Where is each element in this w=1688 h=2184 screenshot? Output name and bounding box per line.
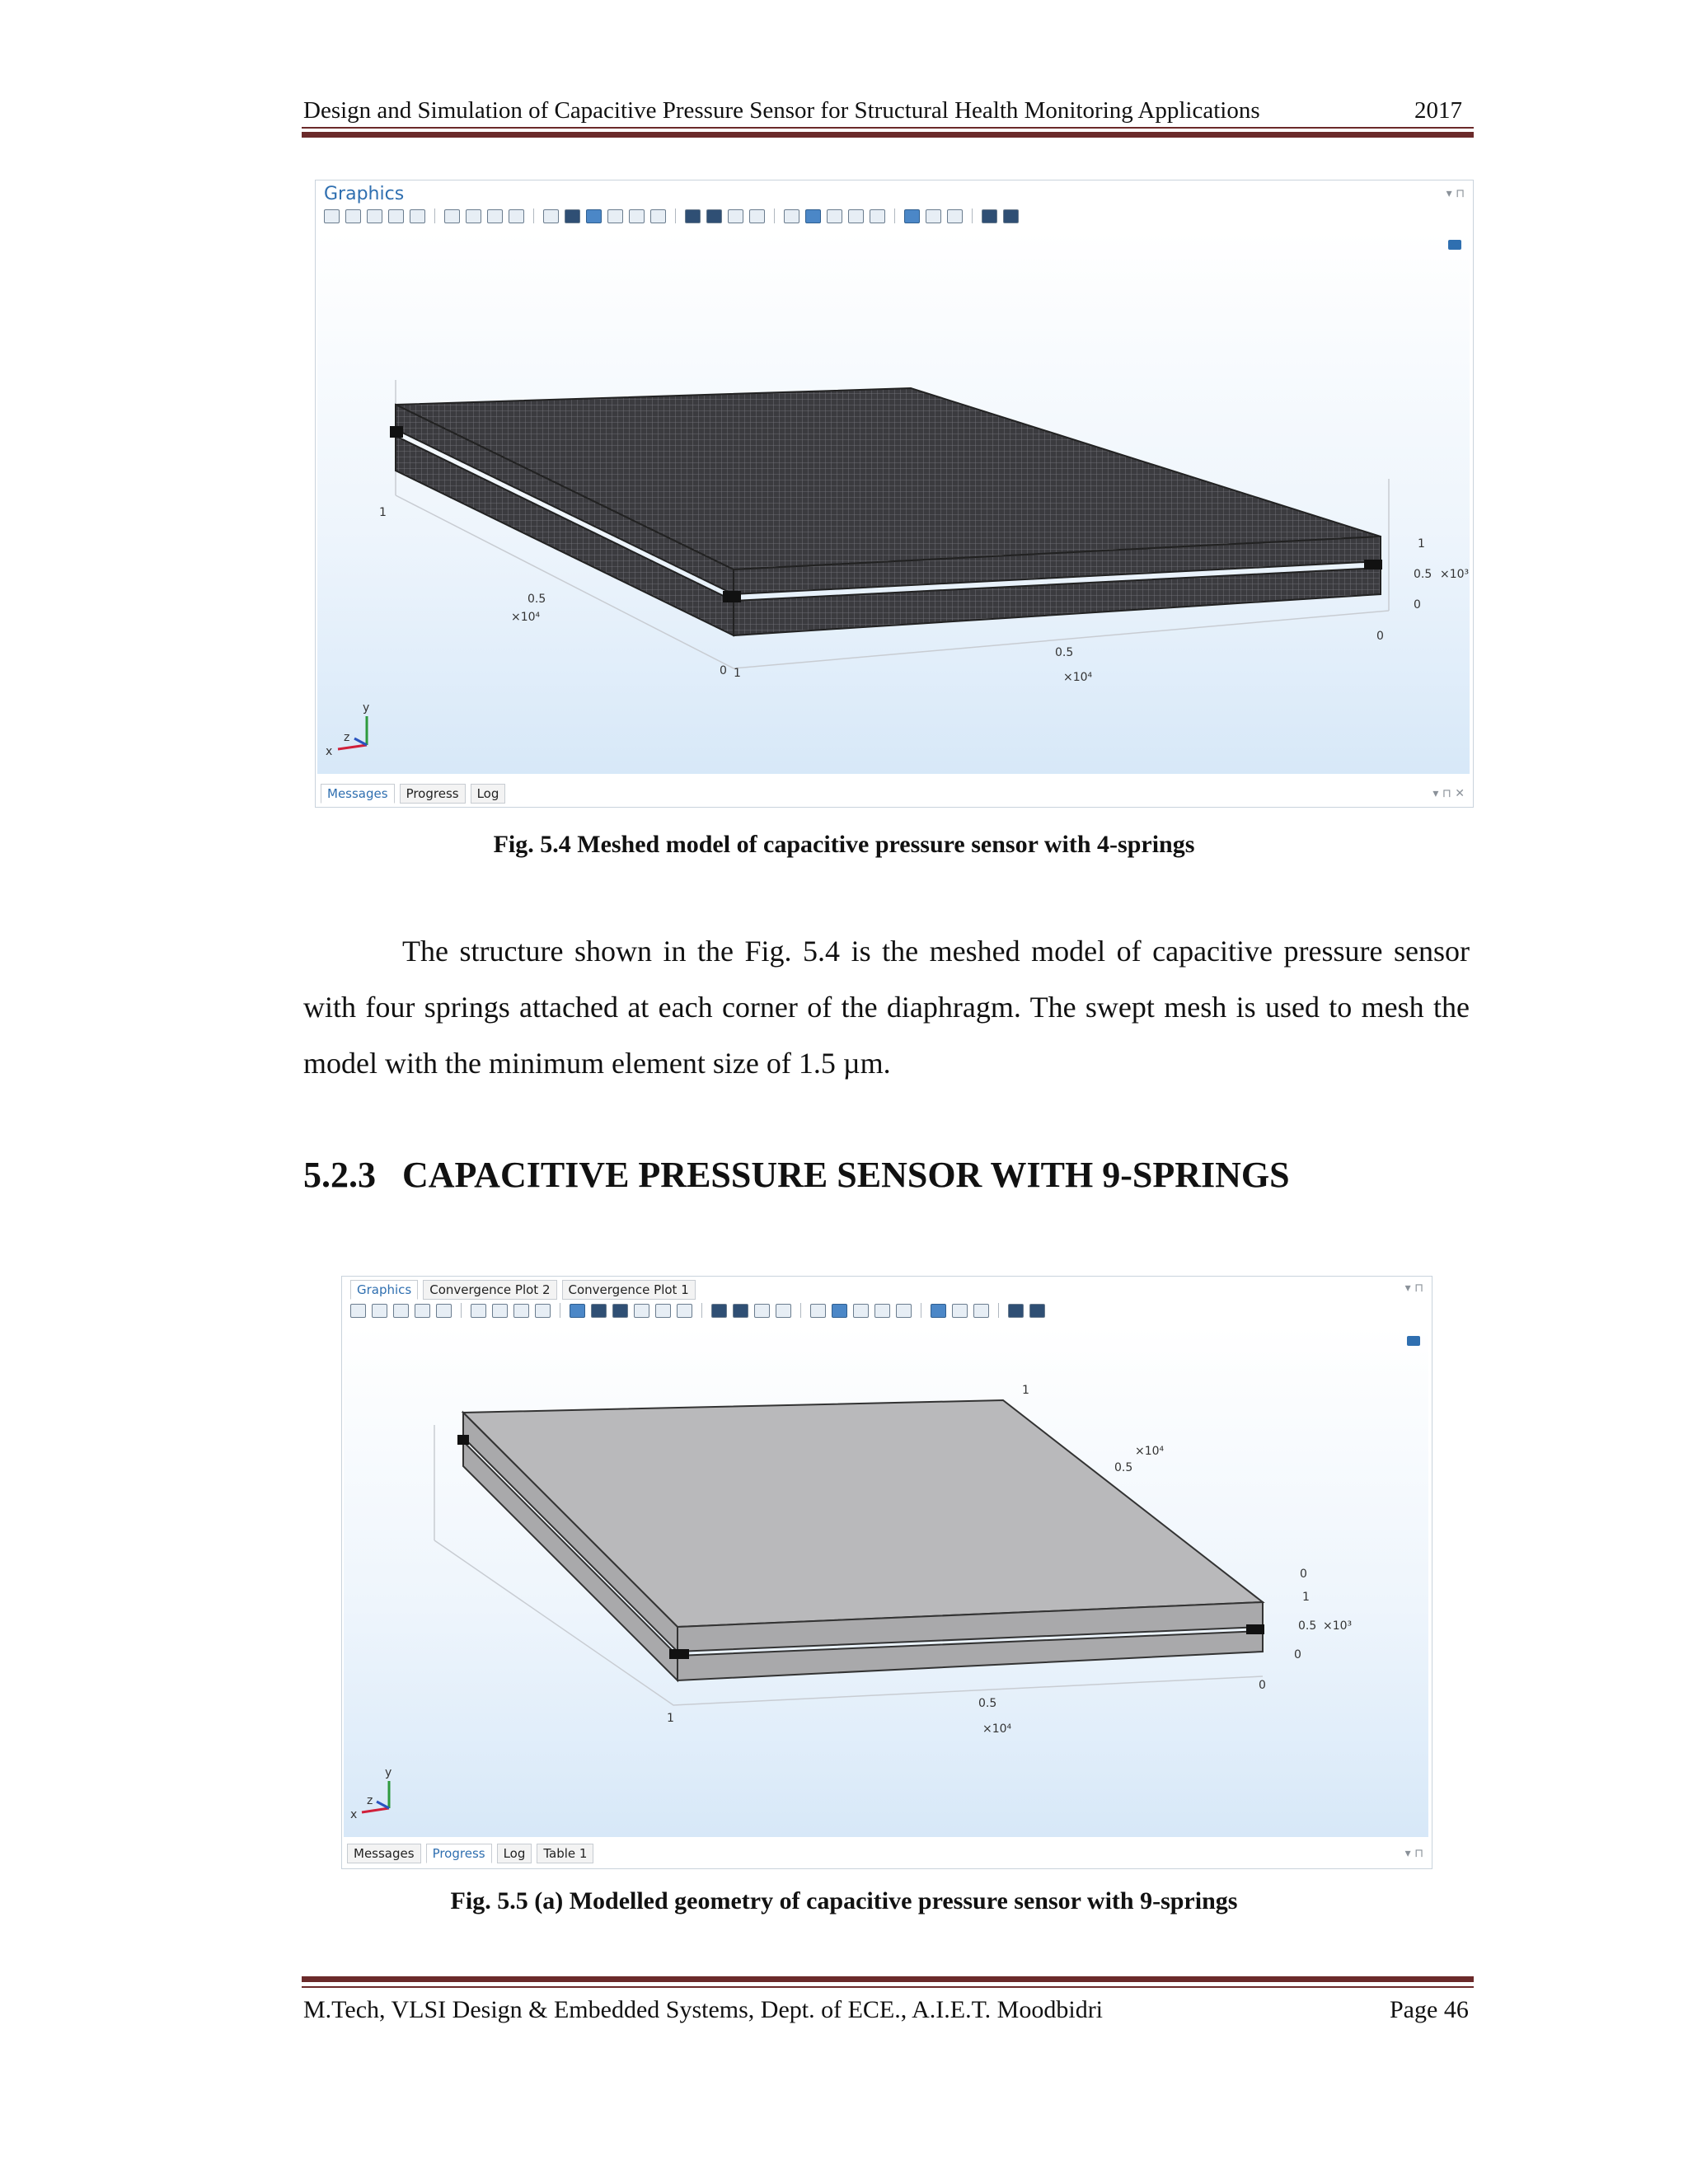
select-points-icon[interactable] bbox=[655, 1304, 671, 1318]
select-boundaries-icon[interactable] bbox=[612, 1304, 628, 1318]
tick-right-1: 1 bbox=[1302, 1591, 1310, 1604]
zoom-extents-icon[interactable] bbox=[410, 209, 425, 223]
triad-x-label: x bbox=[326, 745, 333, 758]
view-zx-icon[interactable] bbox=[535, 1304, 551, 1318]
footer-rule-thin bbox=[302, 1986, 1474, 1988]
hide-icon[interactable] bbox=[685, 209, 701, 223]
tick-top-05: 0.5 bbox=[1114, 1461, 1133, 1474]
tick-right-0: 0 bbox=[1414, 598, 1421, 612]
view-settings-icon[interactable] bbox=[1448, 240, 1461, 250]
tab-progress[interactable]: Progress bbox=[426, 1844, 492, 1863]
tab-progress[interactable]: Progress bbox=[400, 784, 466, 804]
figure1-graphics-panel bbox=[315, 180, 1474, 808]
panel-pin-icon-2[interactable]: ▾ ⊓ bbox=[1404, 1282, 1423, 1295]
tick-front-exp: ×10⁴ bbox=[1063, 671, 1093, 684]
select-objects-icon[interactable] bbox=[543, 209, 559, 223]
triad-x-axis bbox=[362, 1808, 389, 1812]
body-paragraph: The structure shown in the Fig. 5.4 is the meshed model of capacitive pressure sensor with four springs attached at each corner of the diaphragm. The swept mesh is used to mesh the model with the minimum element size of 1.5 µm. bbox=[303, 935, 1470, 1080]
tab-convergence-plot-1[interactable]: Convergence Plot 1 bbox=[562, 1280, 696, 1300]
window-icon[interactable] bbox=[904, 209, 920, 223]
spring-front bbox=[669, 1649, 689, 1659]
camera-icon[interactable] bbox=[1008, 1304, 1024, 1318]
select-boundaries-icon[interactable] bbox=[586, 209, 602, 223]
cascade-icon[interactable] bbox=[973, 1304, 989, 1318]
tick-front-1: 1 bbox=[734, 667, 741, 680]
tick-front-05: 0.5 bbox=[978, 1697, 997, 1710]
message-panel-pin-icon[interactable]: ▾ ⊓ bbox=[1404, 1847, 1423, 1860]
zoom-out-icon[interactable] bbox=[372, 1304, 387, 1318]
tab-messages[interactable]: Messages bbox=[321, 784, 395, 804]
section-heading: 5.2.3 CAPACITIVE PRESSURE SENSOR WITH 9-SPRINGS bbox=[303, 1155, 1290, 1195]
tick-left-1: 1 bbox=[379, 506, 387, 519]
triad-z-label: z bbox=[344, 731, 350, 744]
header-rule-thin bbox=[302, 127, 1474, 129]
panel-pin-icon[interactable]: ▾ ⊓ bbox=[1446, 187, 1465, 200]
figure2-caption: Fig. 5.5 (a) Modelled geometry of capacitive pressure sensor with 9-springs bbox=[450, 1887, 1238, 1915]
triad-x-label: x bbox=[350, 1808, 358, 1821]
zoom-extents-icon[interactable] bbox=[436, 1304, 452, 1318]
spring-corner-left bbox=[390, 426, 403, 438]
triad-x-axis bbox=[338, 745, 367, 749]
zoom-in-icon[interactable] bbox=[324, 209, 340, 223]
tile-icon[interactable] bbox=[952, 1304, 968, 1318]
camera-icon[interactable] bbox=[982, 209, 997, 223]
meshed-model-svg bbox=[317, 232, 1470, 774]
render-icon[interactable] bbox=[827, 209, 842, 223]
transparency-icon[interactable] bbox=[810, 1304, 826, 1318]
view-xy-icon[interactable] bbox=[466, 209, 481, 223]
tick-right-exp: ×10³ bbox=[1440, 568, 1470, 581]
footer-institution: M.Tech, VLSI Design & Embedded Systems, Dept. of ECE., A.I.E.T. Moodbidri bbox=[303, 1996, 1104, 2023]
reset-view-icon[interactable] bbox=[896, 1304, 912, 1318]
cascade-icon[interactable] bbox=[947, 209, 963, 223]
figure1-3d-canvas[interactable] bbox=[317, 232, 1470, 774]
tick-left-exp: ×10⁴ bbox=[511, 611, 541, 624]
reset-hiding-icon[interactable] bbox=[754, 1304, 770, 1318]
triad-z-axis bbox=[354, 738, 367, 745]
tick-front-1: 1 bbox=[667, 1712, 674, 1725]
tick-right-1: 1 bbox=[1418, 537, 1425, 551]
window-icon[interactable] bbox=[931, 1304, 946, 1318]
figure1-toolbar bbox=[324, 209, 1019, 223]
spring-left bbox=[457, 1435, 469, 1445]
select-objects-icon[interactable] bbox=[570, 1304, 585, 1318]
zoom-box-icon[interactable] bbox=[367, 209, 382, 223]
tick-right-0-top: 0 bbox=[1300, 1568, 1307, 1581]
zoom-selected-icon[interactable] bbox=[388, 209, 404, 223]
grid-icon[interactable] bbox=[874, 1304, 890, 1318]
print-icon[interactable] bbox=[1029, 1304, 1045, 1318]
triad-z-label: z bbox=[367, 1794, 373, 1807]
tick-right-0: 0 bbox=[1294, 1648, 1301, 1661]
view-xy-icon[interactable] bbox=[492, 1304, 508, 1318]
tab-log[interactable]: Log bbox=[497, 1844, 532, 1863]
page-number: Page 46 bbox=[1390, 1996, 1469, 2023]
tab-convergence-plot-2[interactable]: Convergence Plot 2 bbox=[423, 1280, 556, 1300]
tick-left-05: 0.5 bbox=[528, 593, 546, 606]
view-zx-icon[interactable] bbox=[509, 209, 524, 223]
select-domains-icon[interactable] bbox=[565, 209, 580, 223]
figure2-message-tabs bbox=[347, 1844, 593, 1863]
tick-front-0: 0 bbox=[720, 664, 727, 677]
view-yz-icon[interactable] bbox=[513, 1304, 529, 1318]
figure1-message-tabs bbox=[321, 784, 505, 804]
running-header-title: Design and Simulation of Capacitive Pressure Sensor for Structural Health Monitoring Applications bbox=[303, 97, 1260, 124]
select-edges-icon[interactable] bbox=[634, 1304, 649, 1318]
zoom-out-icon[interactable] bbox=[345, 209, 361, 223]
tab-log[interactable]: Log bbox=[471, 784, 506, 804]
spring-corner-right bbox=[1364, 560, 1382, 569]
figure2-graphics-panel bbox=[341, 1276, 1432, 1869]
top-diaphragm bbox=[463, 1400, 1263, 1627]
tick-right-exp: ×10³ bbox=[1323, 1619, 1353, 1633]
geometry-model-svg bbox=[344, 1326, 1428, 1837]
wireframe-icon[interactable] bbox=[749, 209, 765, 223]
header-rule-thick bbox=[302, 132, 1474, 138]
message-panel-close-icon[interactable]: ▾ ⊓ ✕ bbox=[1432, 787, 1465, 800]
show-icon[interactable] bbox=[733, 1304, 748, 1318]
running-header-year: 2017 bbox=[1414, 97, 1462, 124]
scene-light-icon[interactable] bbox=[805, 209, 821, 223]
triad-z-axis bbox=[377, 1802, 389, 1808]
wireframe-icon[interactable] bbox=[776, 1304, 791, 1318]
zoom-box-icon[interactable] bbox=[393, 1304, 409, 1318]
zoom-in-icon[interactable] bbox=[350, 1304, 366, 1318]
reset-hiding-icon[interactable] bbox=[728, 209, 743, 223]
transparency-icon[interactable] bbox=[784, 209, 799, 223]
figure2-3d-canvas[interactable] bbox=[344, 1326, 1428, 1837]
figure2-panel-tabs bbox=[350, 1280, 696, 1300]
clear-selection-icon[interactable] bbox=[650, 209, 666, 223]
tab-graphics[interactable]: Graphics bbox=[350, 1280, 418, 1300]
spring-corner-front bbox=[723, 591, 741, 602]
figure2-toolbar bbox=[350, 1303, 1045, 1318]
hide-icon[interactable] bbox=[711, 1304, 727, 1318]
view-axes-icon[interactable] bbox=[471, 1304, 486, 1318]
spring-right bbox=[1246, 1624, 1264, 1634]
reset-view-icon[interactable] bbox=[870, 209, 885, 223]
tick-front-end-0: 0 bbox=[1376, 630, 1384, 643]
view-axes-icon[interactable] bbox=[444, 209, 460, 223]
select-edges-icon[interactable] bbox=[607, 209, 623, 223]
figure1-caption: Fig. 5.4 Meshed model of capacitive pressure sensor with 4-springs bbox=[493, 831, 1195, 858]
zoom-selected-icon[interactable] bbox=[415, 1304, 430, 1318]
triad-y-label: y bbox=[363, 701, 370, 715]
tick-front-0: 0 bbox=[1259, 1679, 1266, 1692]
tick-right-05: 0.5 bbox=[1298, 1619, 1317, 1633]
grid-icon[interactable] bbox=[848, 209, 864, 223]
select-domains-icon[interactable] bbox=[591, 1304, 607, 1318]
footer-rule-thick bbox=[302, 1976, 1474, 1982]
triad-y-label: y bbox=[385, 1766, 392, 1779]
tick-front-05: 0.5 bbox=[1055, 646, 1074, 659]
tile-icon[interactable] bbox=[926, 209, 941, 223]
scene-light-icon[interactable] bbox=[832, 1304, 847, 1318]
tab-messages[interactable]: Messages bbox=[347, 1844, 421, 1863]
tick-top-1: 1 bbox=[1022, 1384, 1029, 1397]
tab-table-1[interactable]: Table 1 bbox=[537, 1844, 593, 1863]
view-settings-icon[interactable] bbox=[1407, 1336, 1420, 1346]
tick-right-05: 0.5 bbox=[1414, 568, 1432, 581]
view-yz-icon[interactable] bbox=[487, 209, 503, 223]
select-points-icon[interactable] bbox=[629, 209, 645, 223]
graphics-panel-title: Graphics bbox=[324, 184, 405, 204]
tick-front-exp: ×10⁴ bbox=[982, 1722, 1012, 1736]
show-icon[interactable] bbox=[706, 209, 722, 223]
print-icon[interactable] bbox=[1003, 209, 1019, 223]
render-icon[interactable] bbox=[853, 1304, 869, 1318]
clear-selection-icon[interactable] bbox=[677, 1304, 692, 1318]
tick-top-exp: ×10⁴ bbox=[1135, 1445, 1165, 1458]
